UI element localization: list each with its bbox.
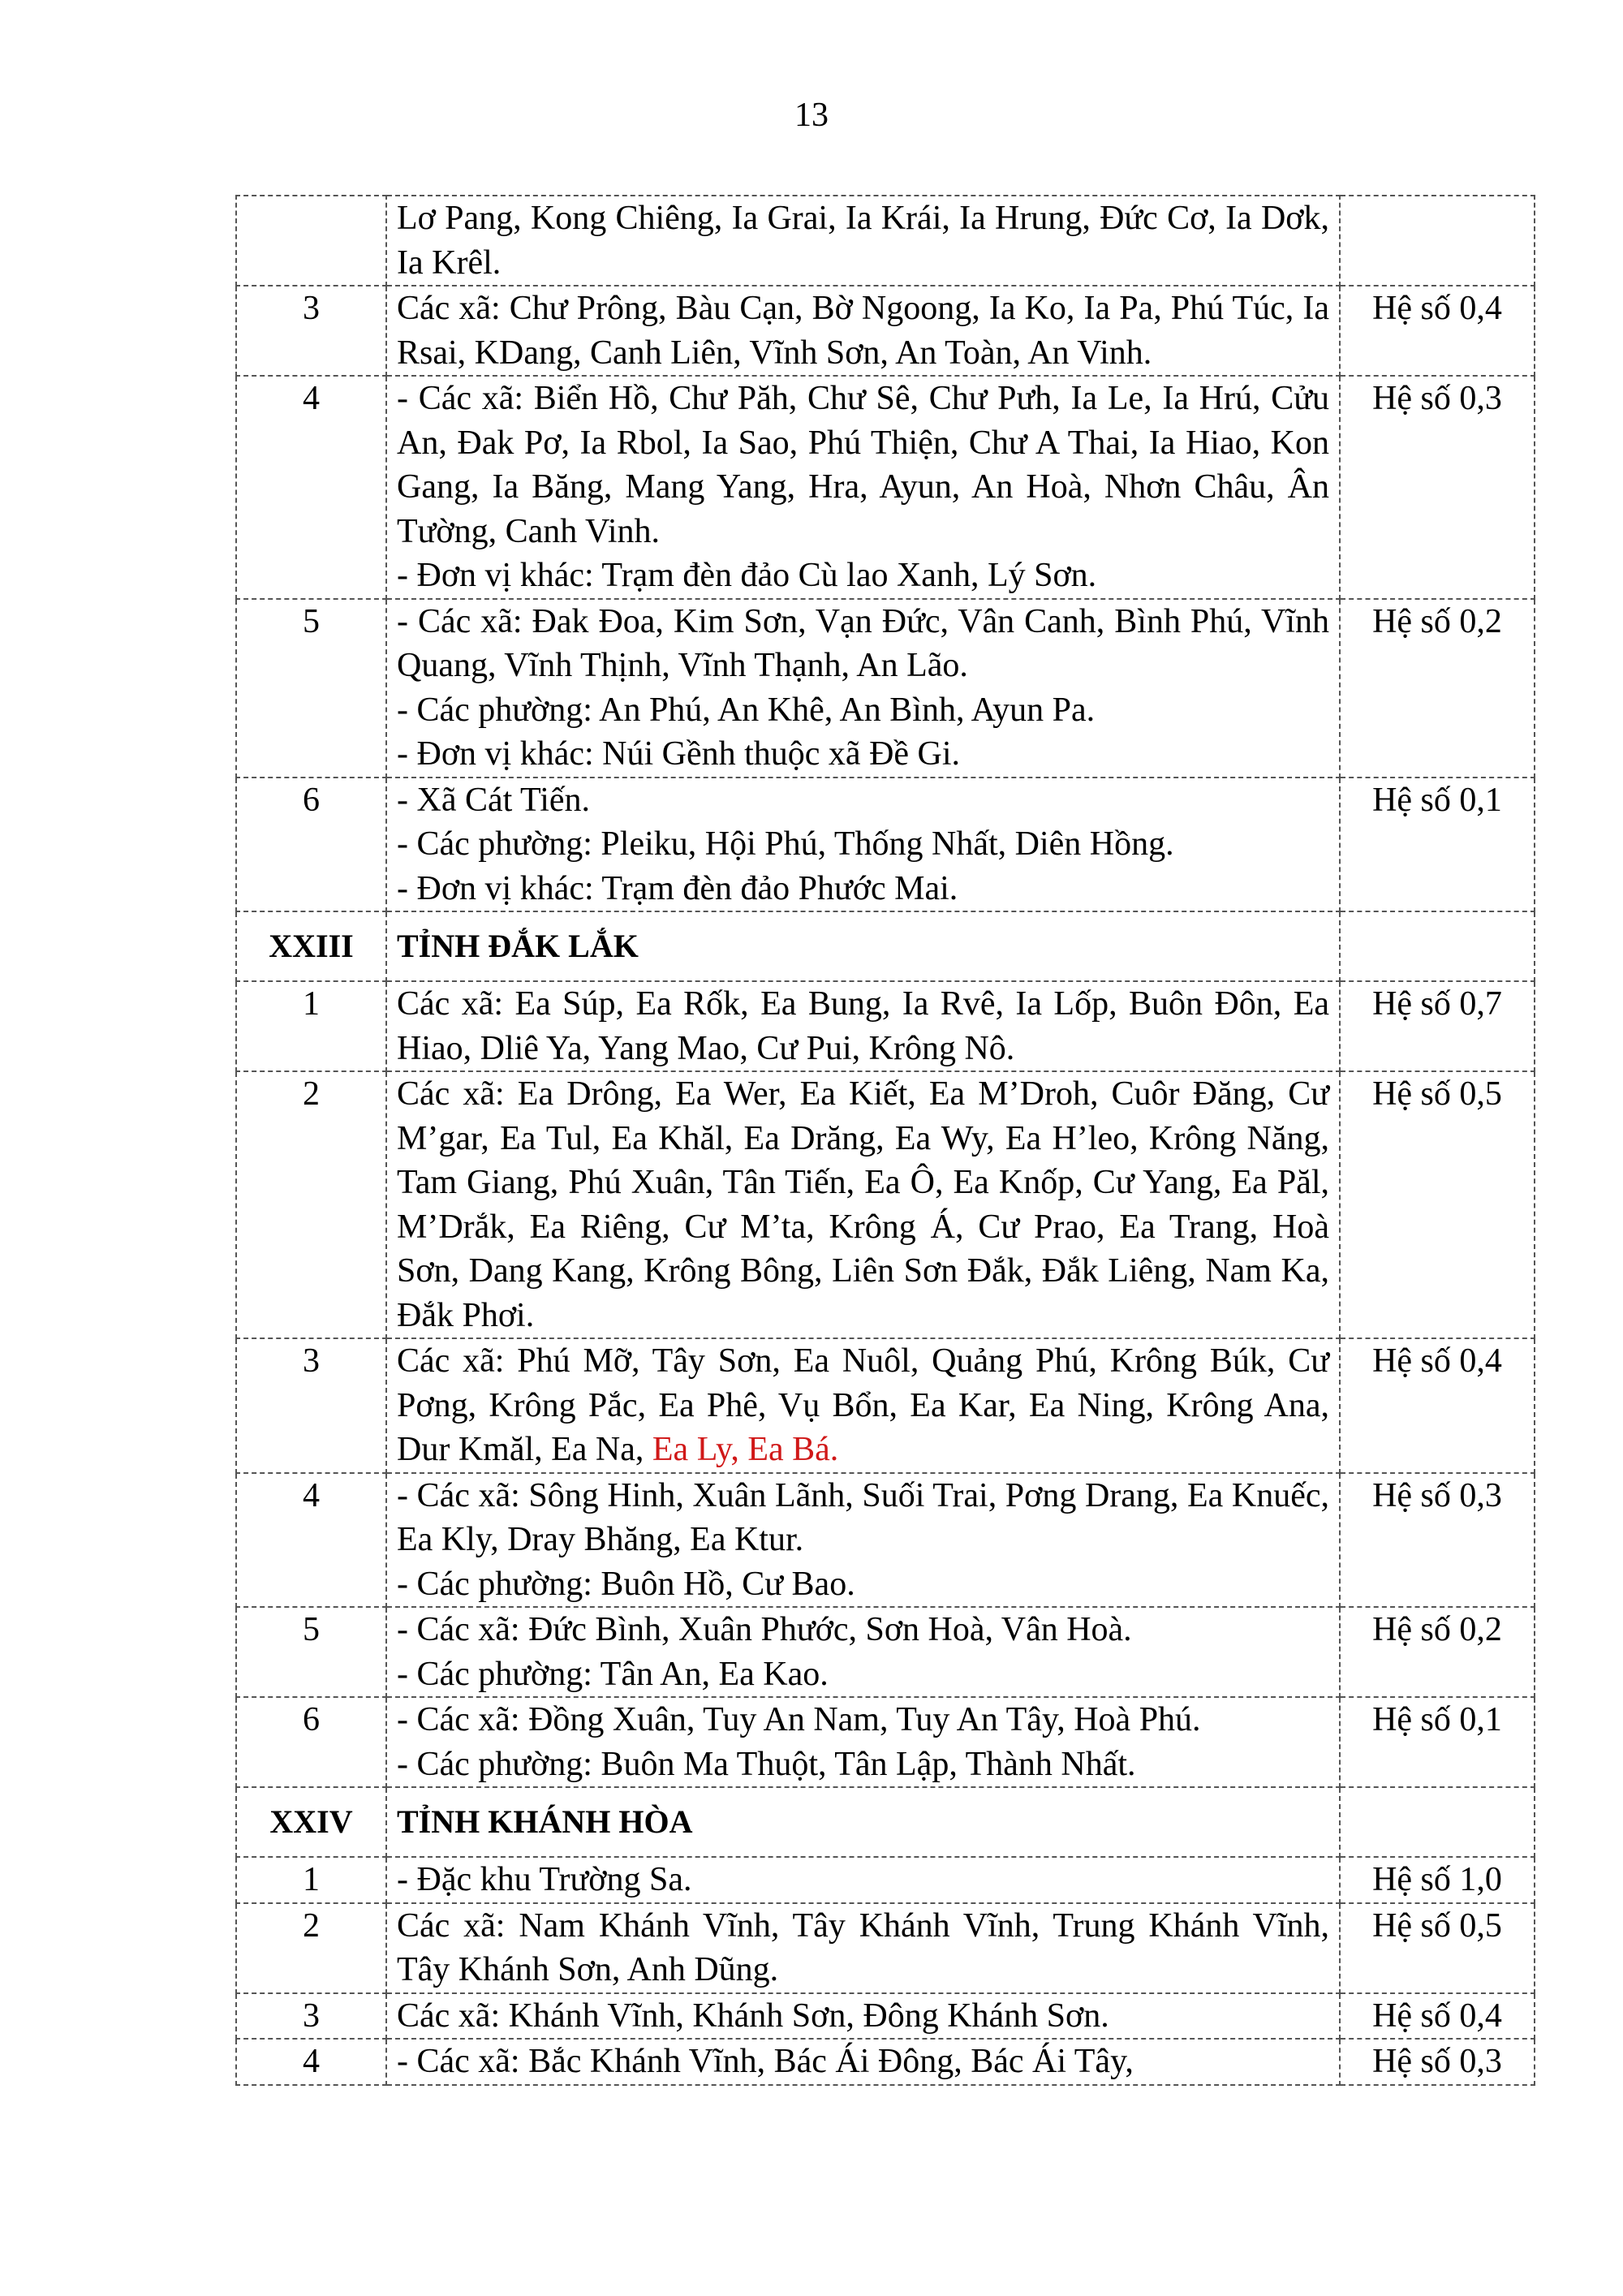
- area-list: - Đặc khu Trường Sa.: [386, 1857, 1340, 1903]
- area-list: [386, 376, 1340, 599]
- coefficient: Hệ số 0,5: [1340, 1071, 1535, 1338]
- other-unit-list: - Đơn vị khác: Trạm đèn đảo Phước Mai.: [397, 869, 958, 907]
- row-number: 5: [236, 599, 386, 778]
- coefficient: Hệ số 0,4: [1340, 1338, 1535, 1473]
- province-heading: TỈNH KHÁNH HÒA: [386, 1787, 1340, 1857]
- row-number: 6: [236, 1697, 386, 1787]
- coefficient: Hệ số 0,5: [1340, 1903, 1535, 1993]
- table-row: [236, 1903, 1535, 1993]
- area-list: [386, 1338, 1340, 1473]
- commune-list: - Các xã: Đức Bình, Xuân Phước, Sơn Hoà, Vân Hoà.: [397, 1611, 1132, 1648]
- row-number: 5: [236, 1607, 386, 1697]
- coefficient: Hệ số 0,1: [1340, 1697, 1535, 1787]
- row-number: [236, 196, 386, 286]
- row-number: 3: [236, 286, 386, 376]
- row-number: 3: [236, 1993, 386, 2040]
- coefficient: Hệ số 1,0: [1340, 1857, 1535, 1903]
- area-list: [386, 1473, 1340, 1608]
- row-number: 1: [236, 981, 386, 1071]
- commune-list: - Các xã: Đak Đoa, Kim Sơn, Vạn Đức, Vân Canh, Bình Phú, Vĩnh Quang, Vĩnh Thịnh, Vĩnh Thạnh, An Lão.: [397, 602, 1329, 684]
- commune-list: - Xã Cát Tiến.: [397, 781, 591, 819]
- coefficient: Hệ số 0,3: [1340, 1473, 1535, 1608]
- coefficient: Hệ số 0,3: [1340, 376, 1535, 599]
- coefficient: Hệ số 0,4: [1340, 286, 1535, 376]
- ward-list: - Các phường: Pleiku, Hội Phú, Thống Nhất, Diên Hồng.: [397, 825, 1174, 863]
- row-number: 3: [236, 1338, 386, 1473]
- area-list: [386, 778, 1340, 912]
- row-number: 2: [236, 1071, 386, 1338]
- commune-list: - Các xã: Đồng Xuân, Tuy An Nam, Tuy An Tây, Hoà Phú.: [397, 1701, 1201, 1738]
- table-row: [236, 1071, 1535, 1338]
- commune-list: Các xã: Phú Mỡ, Tây Sơn, Ea Nuôl, Quảng Phú, Krông Búk, Cư Pơng, Krông Pắc, Ea Phê, Vụ Bổn, Ea Kar, Ea Ning, Krông Ana, Dur Kmăl, Ea Na,: [397, 1342, 1329, 1468]
- row-number: 4: [236, 376, 386, 599]
- highlighted-communes: Ea Ly, Ea Bá.: [652, 1431, 839, 1468]
- table-row: [236, 599, 1535, 778]
- commune-list: - Các xã: Sông Hinh, Xuân Lãnh, Suối Trai, Pơng Drang, Ea Knuếc, Ea Kly, Dray Bhăng, Ea Ktur.: [397, 1476, 1329, 1558]
- area-list: Lơ Pang, Kong Chiêng, Ia Grai, Ia Krái, Ia Hrung, Đức Cơ, Ia Dơk, Ia Krêl.: [386, 196, 1340, 286]
- ward-list: - Các phường: Buôn Hồ, Cư Bao.: [397, 1565, 855, 1603]
- section-number: XXIV: [236, 1787, 386, 1857]
- area-list: [386, 599, 1340, 778]
- section-number: XXIII: [236, 911, 386, 981]
- commune-list: - Các xã: Biển Hồ, Chư Păh, Chư Sê, Chư Pưh, Ia Le, Ia Hrú, Cửu An, Đak Pơ, Ia Rbol, Ia Sao, Phú Thiện, Chư A Thai, Ia Hiao, Kon Gang, Ia Băng, Mang Yang, Hra, Ayun, An Hoà, Nhơn Châu, Ân Tường, Canh Vinh.: [397, 380, 1329, 550]
- area-list: - Các xã: Bắc Khánh Vĩnh, Bác Ái Đông, Bác Ái Tây,: [386, 2039, 1340, 2085]
- ward-list: - Các phường: Tân An, Ea Kao.: [397, 1655, 829, 1693]
- row-number: 4: [236, 1473, 386, 1608]
- area-list: Các xã: Khánh Vĩnh, Khánh Sơn, Đông Khánh Sơn.: [386, 1993, 1340, 2040]
- table-row: [236, 376, 1535, 599]
- coefficient: [1340, 911, 1535, 981]
- coefficient-table: [235, 195, 1535, 2086]
- section-row: [236, 1787, 1535, 1857]
- coefficient: Hệ số 0,2: [1340, 1607, 1535, 1697]
- area-list: Các xã: Ea Súp, Ea Rốk, Ea Bung, Ia Rvê, Ia Lốp, Buôn Đôn, Ea Hiao, Dliê Ya, Yang Mao, Cư Pui, Krông Nô.: [386, 981, 1340, 1071]
- ward-list: - Các phường: An Phú, An Khê, An Bình, Ayun Pa.: [397, 691, 1096, 729]
- table-row: [236, 2039, 1535, 2085]
- page-number: 13: [794, 97, 829, 134]
- other-unit-list: - Đơn vị khác: Núi Gềnh thuộc xã Đề Gi.: [397, 735, 961, 773]
- area-list: Các xã: Nam Khánh Vĩnh, Tây Khánh Vĩnh, Trung Khánh Vĩnh, Tây Khánh Sơn, Anh Dũng.: [386, 1903, 1340, 1993]
- coefficient: Hệ số 0,7: [1340, 981, 1535, 1071]
- table-row: [236, 1338, 1535, 1473]
- province-heading: TỈNH ĐẮK LẮK: [386, 911, 1340, 981]
- coefficient: [1340, 196, 1535, 286]
- table-row: [236, 1857, 1535, 1903]
- row-number: 4: [236, 2039, 386, 2085]
- row-number: 2: [236, 1903, 386, 1993]
- coefficient: [1340, 1787, 1535, 1857]
- table-row: [236, 286, 1535, 376]
- row-number: 6: [236, 778, 386, 912]
- table-row: [236, 1697, 1535, 1787]
- other-unit-list: - Đơn vị khác: Trạm đèn đảo Cù lao Xanh, Lý Sơn.: [397, 557, 1097, 594]
- table-row: [236, 196, 1535, 286]
- coefficient: Hệ số 0,2: [1340, 599, 1535, 778]
- table-row: [236, 981, 1535, 1071]
- area-list: [386, 1697, 1340, 1787]
- row-number: 1: [236, 1857, 386, 1903]
- coefficient: Hệ số 0,3: [1340, 2039, 1535, 2085]
- area-list: Các xã: Chư Prông, Bàu Cạn, Bờ Ngoong, Ia Ko, Ia Pa, Phú Túc, Ia Rsai, KDang, Canh Liên, Vĩnh Sơn, An Toàn, An Vinh.: [386, 286, 1340, 376]
- coefficient: Hệ số 0,4: [1340, 1993, 1535, 2040]
- table-row: [236, 1607, 1535, 1697]
- area-list: Các xã: Ea Drông, Ea Wer, Ea Kiết, Ea M’Droh, Cuôr Đăng, Cư M’gar, Ea Tul, Ea Khăl, Ea Drăng, Ea Wy, Ea H’leo, Krông Năng, Tam Giang, Phú Xuân, Tân Tiến, Ea Ô, Ea Knốp, Cư Yang, Ea Păl, M’Drắk, Ea Riêng, Cư M’ta, Krông Á, Cư Prao, Ea Trang, Hoà Sơn, Dang Kang, Krông Bông, Liên Sơn Đắk, Đắk Liêng, Nam Ka, Đắk Phơi.: [386, 1071, 1340, 1338]
- coefficient: Hệ số 0,1: [1340, 778, 1535, 912]
- section-row: [236, 911, 1535, 981]
- ward-list: - Các phường: Buôn Ma Thuột, Tân Lập, Thành Nhất.: [397, 1745, 1136, 1783]
- table-row: [236, 778, 1535, 912]
- area-list: [386, 1607, 1340, 1697]
- table-row: [236, 1473, 1535, 1608]
- table-row: [236, 1993, 1535, 2040]
